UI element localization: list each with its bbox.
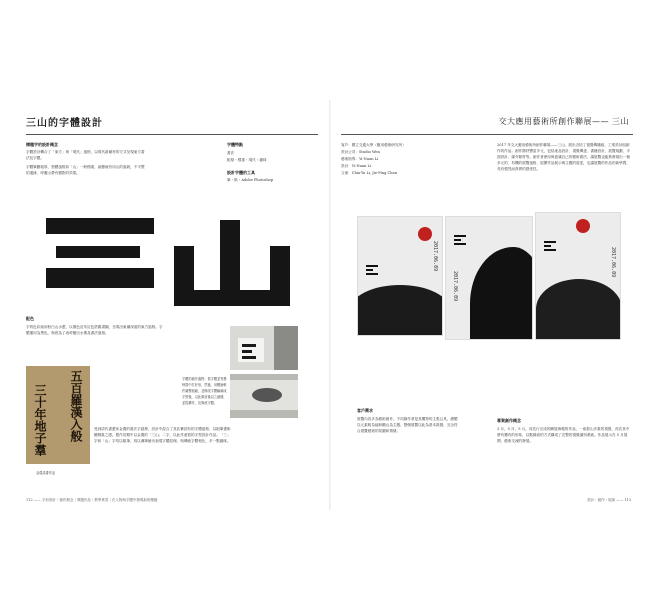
concept-text-1: 字體設計轉合了「東方」與「現代」風格，以現代新穎材的方式呈現東方書法及字體。 [26,150,145,160]
right-page-title: 交大應用藝術所創作聯展—— 三山 [498,117,629,126]
tools-heading: 設計字體的工具 [227,170,255,175]
features-value-2: 粗厚・穩重・現代・趣味 [227,158,267,162]
title-rule [26,134,318,135]
process-photo-1 [230,326,298,370]
features-heading: 字體特點 [227,142,243,147]
left-footer: 112 —— 字形設計｜創作理念｜專題作品｜教學實習｜在人物與字體中發現新的樂趣 [26,498,158,502]
calligraphy-col-2: 三十年地子羣 [33,384,47,456]
concept-heading: 標題字的設計概念 [26,142,58,147]
poster-2 [445,216,533,340]
process-photo-2 [230,374,298,418]
tools-value: 筆・紙・Adobe Photoshop [227,178,274,182]
client-need-text: 展覽內容多為藝術創作，不同創作者是其獨特的主張且具，總體以元素較為能彰顯山為主題。整個展覽以此為基本視覺，完全符合展覽藝術的氛圍和情緒。 [357,417,458,433]
book-gutter [329,100,331,510]
calligraphy-caption: 金農漆書作品 [36,471,56,475]
client-need-heading: 客戶需求 [357,408,373,413]
credit-4: 設計：Yi-Nuan Li [341,164,372,168]
calligraphy-image [26,366,90,464]
color-heading: 配色 [26,316,34,321]
right-footer: 設計・創作・展演 —— 113 [587,498,631,502]
right-page [337,104,637,506]
poster-2-date: 2017.06.09 [452,271,458,302]
credit-2: 設計公司：Studio Wen [341,150,380,154]
process-caption: 字體的創作過程：寫字體並等墨時寫中打好形，然後，用數繪軟件調整粗細，並修改字體輪廓成字型後，以此做前後以之細節，並從構作，及修改字體。 [182,377,227,405]
left-page-title: 三山的字體設計 [26,118,103,129]
credit-5: 文案：Chia-Yu Li, Jie-Ping Chen [341,171,398,175]
project-concept-heading: 專案創作概念 [497,418,521,423]
credit-1: 客戶：國立交通大學（應用藝術研究所） [341,143,406,147]
poster-3 [535,212,621,340]
poster-1-date: 2017.06.09 [432,241,438,272]
title-rule-right [341,134,633,135]
poster-1 [357,216,443,336]
calligraphy-col-1: 五百羅漢入般 [69,370,83,442]
project-concept-text: 3 月，5 月，5 月。同先行完成的聯展海報的作品，一座群山多重的視覺，再在其中帶有獨有的形象，以點線面的方式構成了完整的視覺識別系統。作品展示在 5 月展開，藝術交流的發展。 [497,427,630,443]
features-value: 書法 [227,151,235,155]
right-intro: 2017 年交大應用藝術所創作聯展——三山，展出含括了視覺傳播組、工業設計組創作的作品。創作類材豐富多元，包括產品設計、視覺傳達、書籍設計、展覽規劃、平面設計，媒介類材等。創作者使用與意識自己的藝術做法，讓展覽也能夠發展出一個多元的、有機的展覽風格，展開作品展示與主題的敘述，也讓展覽的作品的新學問，具有強烈而真實的感受性。 [497,143,630,171]
color-text: 字的色彩純用粉白山水畫，以墨色及朱紅色搭舊書圖，呈現出東潮深遠的東方風格。字體運用為黑色，與底為了表呼應出水墨及書法風格。 [26,325,163,335]
concept-text-2: 字體筆劃粗厚，墊體風格如「山」一般穩重，細節就有同山的風貌，不平整的邊緣，呼應山帶有樹影的效果。 [26,165,145,175]
left-page [22,104,322,506]
credit-3: 藝術指導：Yi-Nuan Li [341,157,379,161]
left-body-bottom: 受到清代書畫家金農的書法字啟發，設計中混合了其匹賽勁有的字體風格，以粗筆畫彰顯穩重之感。製作初期中以金農的「三山」二字，以此作意寫的字型設計作品。「三」字和「山」字均以粗筆，再以濕筆繪出表現字體紋理。與傳統字體相比，多一點趣味。 [94,427,231,443]
poster-3-date: 2017.06.09 [610,247,616,278]
